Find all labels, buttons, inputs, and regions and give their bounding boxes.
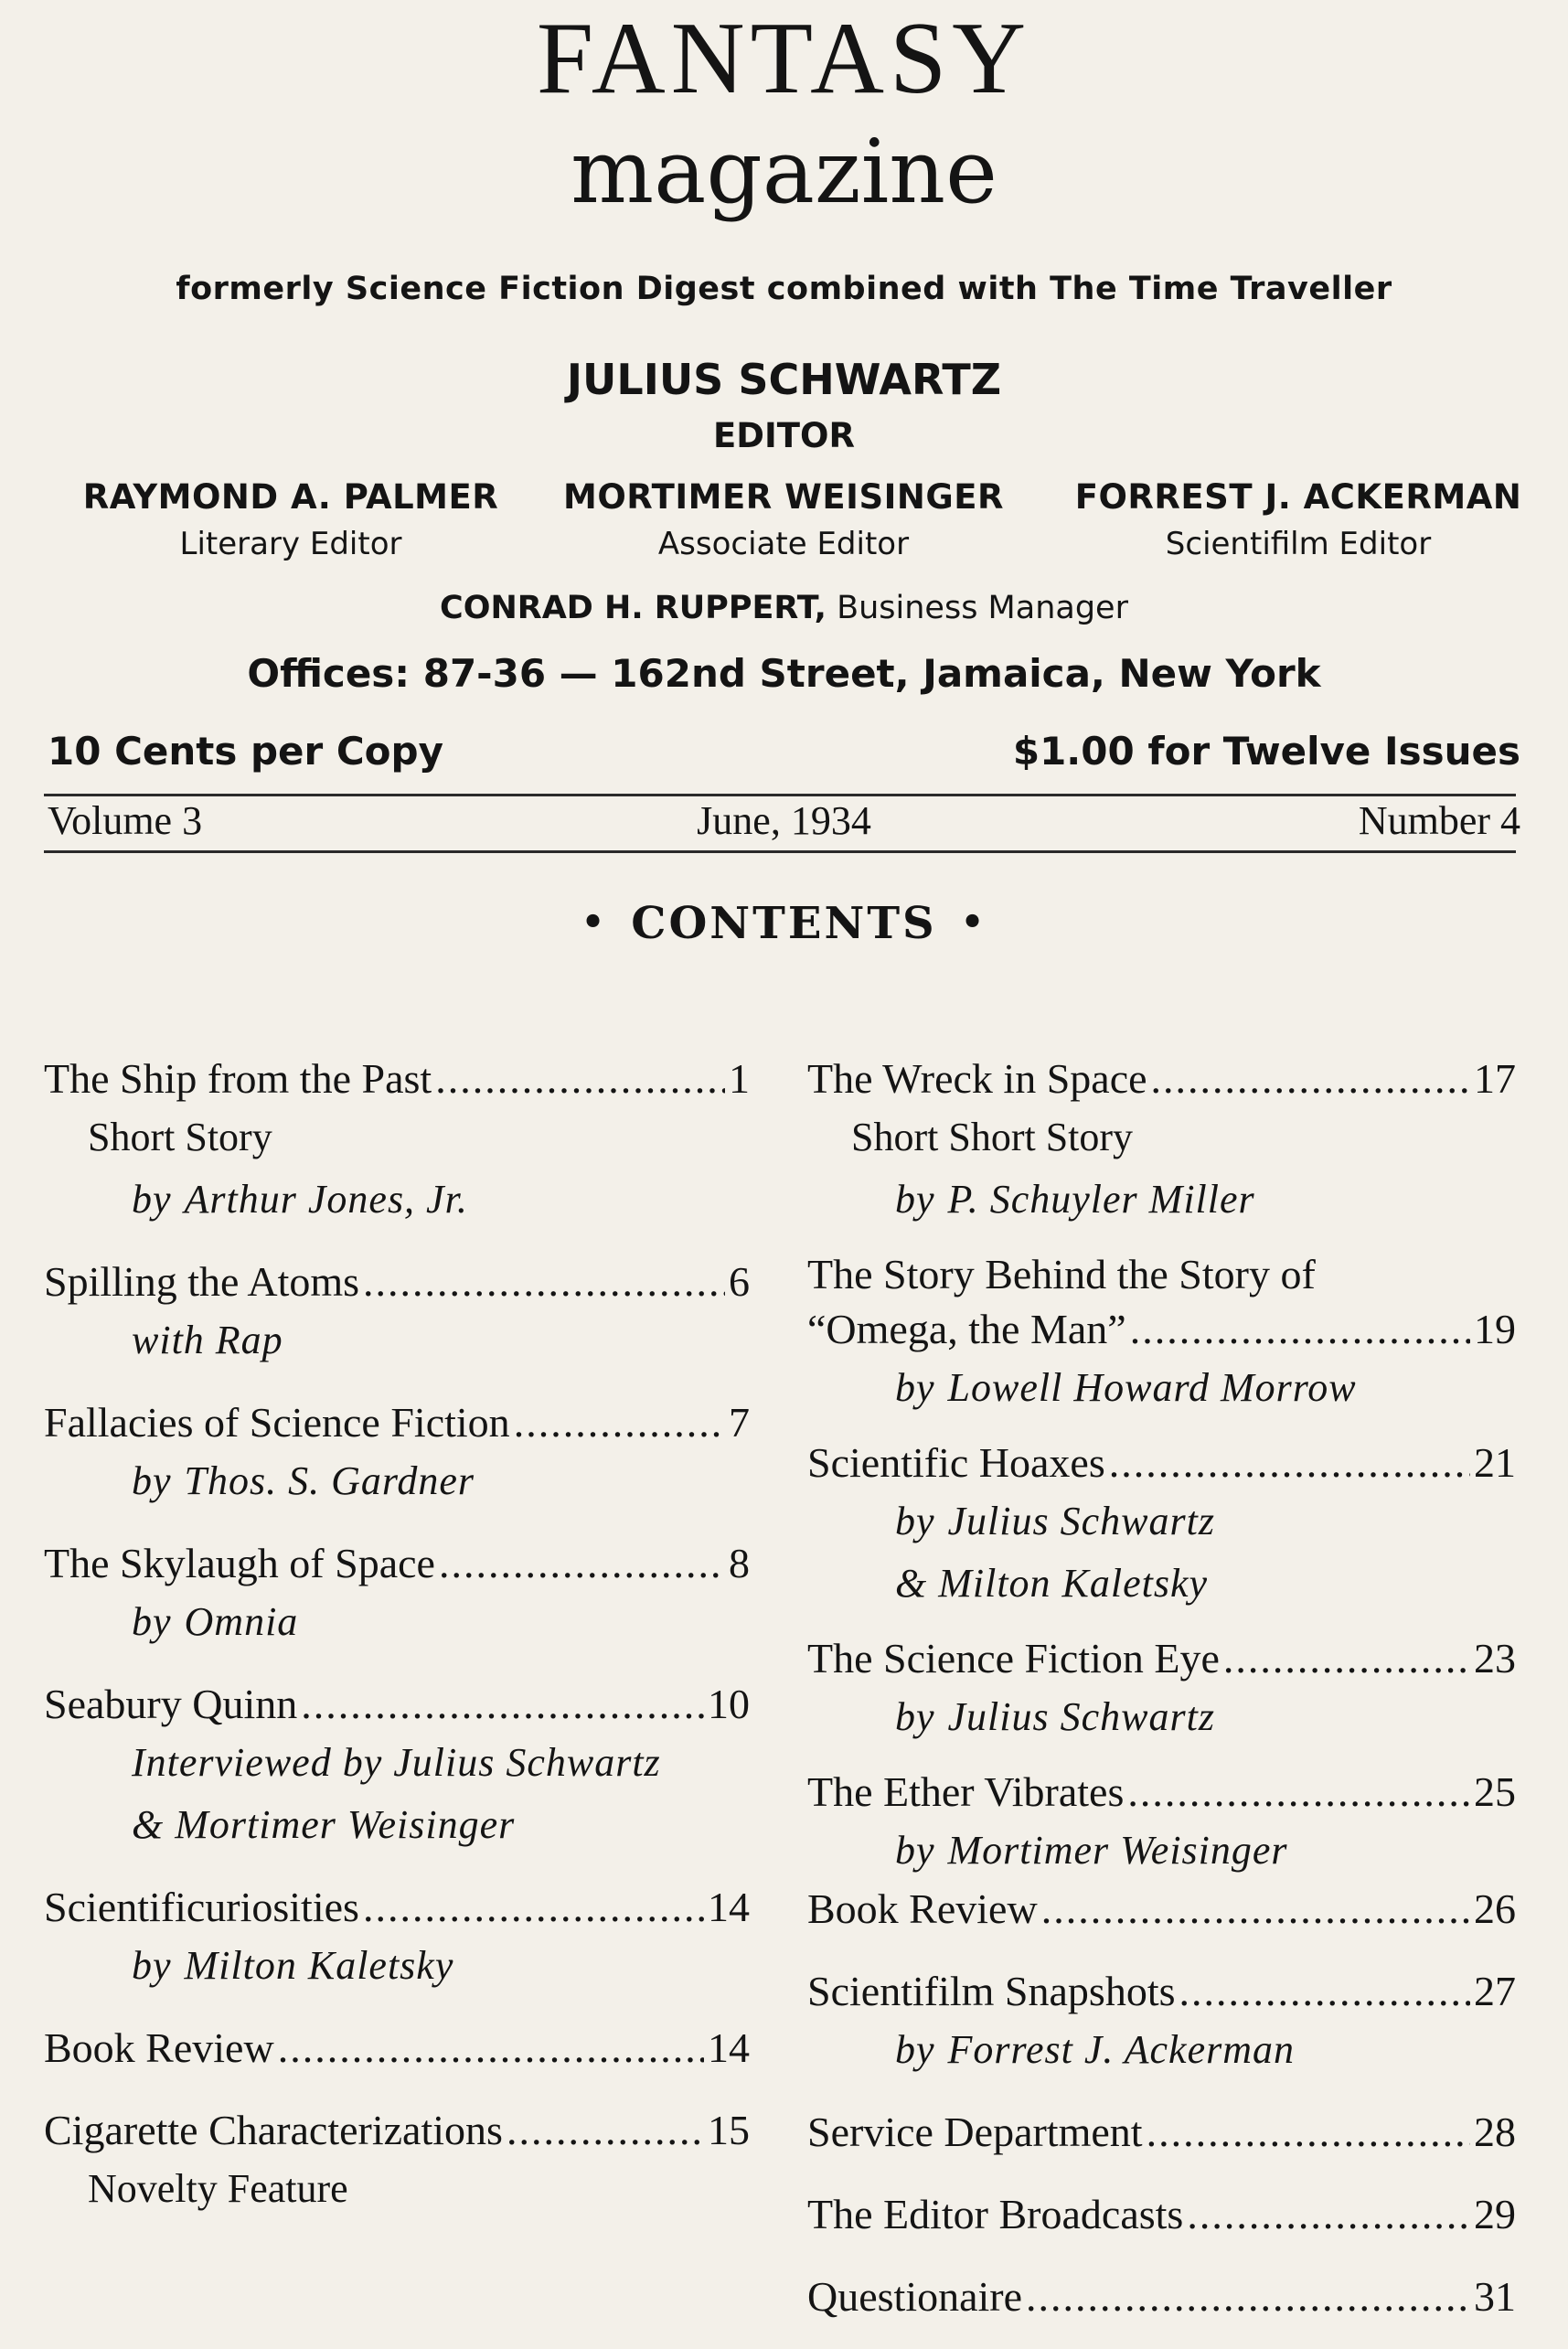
dot-leader bbox=[1130, 1302, 1470, 1357]
toc-entry bbox=[44, 1052, 750, 1231]
toc-author: Mortimer Weisinger bbox=[947, 1828, 1288, 1873]
by-label: by bbox=[132, 1599, 172, 1644]
business-manager-line bbox=[0, 590, 1568, 626]
contents-heading-text: CONTENTS bbox=[631, 898, 937, 949]
bullet-icon: • bbox=[581, 901, 608, 944]
toc-byline bbox=[807, 2019, 1516, 2081]
toc-page: 7 bbox=[729, 1399, 750, 1446]
toc-title: Seabury Quinn bbox=[44, 1681, 298, 1727]
toc-title: “Omega, the Man” bbox=[807, 1306, 1126, 1352]
editor-name: JULIUS SCHWARTZ bbox=[566, 355, 1002, 404]
toc-byline-continued: & Milton Kaletsky bbox=[895, 1561, 1209, 1606]
toc-entry bbox=[807, 1247, 1516, 1419]
dot-leader bbox=[1109, 1436, 1470, 1490]
toc-entry bbox=[807, 1765, 1516, 1882]
masthead-subtitle: magazine bbox=[571, 121, 997, 223]
toc-title: Questionaire bbox=[807, 2273, 1023, 2320]
issue-number: Number 4 bbox=[1358, 798, 1520, 843]
toc-entry bbox=[807, 2187, 1516, 2242]
staff-name: RAYMOND A. PALMER bbox=[82, 477, 499, 517]
dot-leader bbox=[514, 1395, 725, 1450]
staff-name: FORREST J. ACKERMAN bbox=[1074, 477, 1522, 517]
toc-title: Service Department bbox=[807, 2109, 1143, 2155]
toc-page: 19 bbox=[1474, 1306, 1516, 1352]
toc-entry bbox=[44, 1255, 750, 1372]
toc-page: 29 bbox=[1474, 2191, 1516, 2237]
toc-subtitle: Short Short Story bbox=[851, 1115, 1134, 1159]
toc-author: Thos. S. Gardner bbox=[184, 1458, 475, 1503]
staff-literary-editor bbox=[35, 477, 547, 562]
dot-leader bbox=[1187, 2187, 1470, 2242]
toc-entry bbox=[44, 1536, 750, 1653]
toc-entry bbox=[807, 1631, 1516, 1748]
by-label: by bbox=[132, 1943, 172, 1988]
toc-byline bbox=[807, 1686, 1516, 1748]
contents-column-left bbox=[44, 1042, 750, 2220]
toc-byline bbox=[807, 1357, 1516, 1419]
toc-title: The Science Fiction Eye bbox=[807, 1635, 1220, 1682]
toc-author: Julius Schwartz bbox=[947, 1499, 1215, 1543]
toc-entry bbox=[807, 1882, 1516, 1937]
dot-leader bbox=[278, 2021, 704, 2076]
by-label: by bbox=[132, 1177, 172, 1222]
toc-byline bbox=[44, 1169, 750, 1231]
business-manager-name: CONRAD H. RUPPERT, bbox=[440, 590, 827, 626]
toc-byline: Interviewed by Julius Schwartz bbox=[132, 1740, 661, 1785]
dot-leader bbox=[435, 1052, 725, 1106]
staff-role: Associate Editor bbox=[657, 526, 910, 562]
toc-title: The Skylaugh of Space bbox=[44, 1540, 435, 1586]
toc-page: 28 bbox=[1474, 2109, 1516, 2155]
toc-title: Cigarette Characterizations bbox=[44, 2107, 503, 2153]
by-label: by bbox=[895, 2027, 935, 2072]
editor-title: EDITOR bbox=[713, 416, 855, 455]
bottom-rule bbox=[44, 850, 1516, 853]
dot-leader bbox=[1041, 1882, 1470, 1937]
toc-entry bbox=[807, 1964, 1516, 2081]
toc-entry bbox=[44, 2103, 750, 2220]
toc-title: Book Review bbox=[807, 1885, 1038, 1932]
business-manager-role: Business Manager bbox=[837, 590, 1128, 626]
toc-page: 27 bbox=[1474, 1968, 1516, 2014]
dot-leader bbox=[439, 1536, 725, 1591]
toc-author: Lowell Howard Morrow bbox=[947, 1365, 1357, 1410]
masthead-title: FANTASY bbox=[536, 2, 1032, 115]
by-label: by bbox=[895, 1694, 935, 1739]
toc-subtitle: Novelty Feature bbox=[88, 2166, 348, 2211]
dot-leader bbox=[1179, 1964, 1471, 2019]
bullet-icon: • bbox=[960, 901, 987, 944]
dot-leader bbox=[363, 1880, 704, 1935]
toc-page: 14 bbox=[708, 2024, 750, 2071]
toc-title-line: The Story Behind the Story of bbox=[807, 1251, 1316, 1297]
by-label: by bbox=[895, 1177, 935, 1222]
toc-title: The Ether Vibrates bbox=[807, 1768, 1125, 1815]
toc-author: Julius Schwartz bbox=[947, 1694, 1215, 1739]
dot-leader bbox=[363, 1255, 725, 1309]
dot-leader bbox=[1223, 1631, 1470, 1686]
toc-entry bbox=[807, 2105, 1516, 2160]
toc-title: Scientificuriosities bbox=[44, 1884, 359, 1930]
subscription-price: $1.00 for Twelve Issues bbox=[1012, 729, 1520, 774]
toc-byline bbox=[807, 1169, 1516, 1231]
contents-heading bbox=[0, 898, 1568, 949]
toc-entry bbox=[44, 1880, 750, 1997]
toc-page: 10 bbox=[708, 1681, 750, 1727]
toc-title: Fallacies of Science Fiction bbox=[44, 1399, 510, 1446]
staff-role: Literary Editor bbox=[179, 526, 402, 562]
toc-byline-continued: & Mortimer Weisinger bbox=[132, 1802, 516, 1847]
toc-author: P. Schuyler Miller bbox=[947, 1177, 1255, 1222]
toc-title: Book Review bbox=[44, 2024, 274, 2071]
toc-title: The Editor Broadcasts bbox=[807, 2191, 1184, 2237]
toc-subtitle: Short Story bbox=[88, 1115, 272, 1159]
toc-entry bbox=[44, 1677, 750, 1856]
toc-page: 31 bbox=[1474, 2273, 1516, 2320]
contents-column-right bbox=[807, 1042, 1516, 2324]
volume-label: Volume 3 bbox=[48, 798, 203, 843]
by-label: by bbox=[895, 1499, 935, 1543]
toc-author: Forrest J. Ackerman bbox=[947, 2027, 1295, 2072]
toc-author: Arthur Jones, Jr. bbox=[184, 1177, 468, 1222]
offices-address: Offices: 87-36 — 162nd Street, Jamaica, New York bbox=[247, 651, 1321, 696]
toc-title: Spilling the Atoms bbox=[44, 1258, 360, 1305]
toc-author: Omnia bbox=[184, 1599, 299, 1644]
dot-leader bbox=[1127, 1765, 1470, 1820]
toc-entry bbox=[807, 2269, 1516, 2324]
top-rule bbox=[44, 794, 1516, 796]
toc-page: 14 bbox=[708, 1884, 750, 1930]
toc-entry bbox=[807, 1052, 1516, 1231]
toc-title: Scientifilm Snapshots bbox=[807, 1968, 1176, 2014]
toc-page: 1 bbox=[729, 1055, 750, 1102]
toc-page: 15 bbox=[708, 2107, 750, 2153]
toc-page: 6 bbox=[729, 1258, 750, 1305]
issue-date: June, 1934 bbox=[697, 798, 871, 843]
staff-name: MORTIMER WEISINGER bbox=[563, 477, 1004, 517]
by-label: by bbox=[132, 1458, 172, 1503]
toc-title: The Wreck in Space bbox=[807, 1055, 1147, 1102]
toc-page: 23 bbox=[1474, 1635, 1516, 1682]
toc-title: The Ship from the Past bbox=[44, 1055, 432, 1102]
dot-leader bbox=[1026, 2269, 1470, 2324]
toc-byline bbox=[44, 1935, 750, 1997]
toc-entry bbox=[807, 1436, 1516, 1615]
toc-page: 26 bbox=[1474, 1885, 1516, 1932]
toc-entry bbox=[44, 2021, 750, 2076]
toc-title: Scientific Hoaxes bbox=[807, 1439, 1105, 1486]
toc-byline bbox=[807, 1490, 1516, 1553]
toc-byline bbox=[807, 1820, 1516, 1882]
staff-scientifilm-editor bbox=[1042, 477, 1554, 562]
staff-associate-editor bbox=[528, 477, 1040, 562]
toc-author: Milton Kaletsky bbox=[184, 1943, 454, 1988]
toc-page: 21 bbox=[1474, 1439, 1516, 1486]
dot-leader bbox=[301, 1677, 704, 1732]
single-copy-price: 10 Cents per Copy bbox=[48, 729, 443, 774]
toc-byline bbox=[44, 1591, 750, 1653]
dot-leader bbox=[1151, 1052, 1470, 1106]
by-label: by bbox=[895, 1365, 935, 1410]
dot-leader bbox=[507, 2103, 704, 2158]
staff-role: Scientifilm Editor bbox=[1165, 526, 1432, 562]
toc-page: 8 bbox=[729, 1540, 750, 1586]
formerly-line: formerly Science Fiction Digest combined with The Time Traveller bbox=[176, 271, 1392, 307]
toc-entry bbox=[44, 1395, 750, 1512]
toc-page: 25 bbox=[1474, 1768, 1516, 1815]
toc-page: 17 bbox=[1474, 1055, 1516, 1102]
by-label: by bbox=[895, 1828, 935, 1873]
toc-subtitle: with Rap bbox=[132, 1318, 283, 1362]
toc-byline bbox=[44, 1450, 750, 1512]
dot-leader bbox=[1147, 2105, 1470, 2160]
